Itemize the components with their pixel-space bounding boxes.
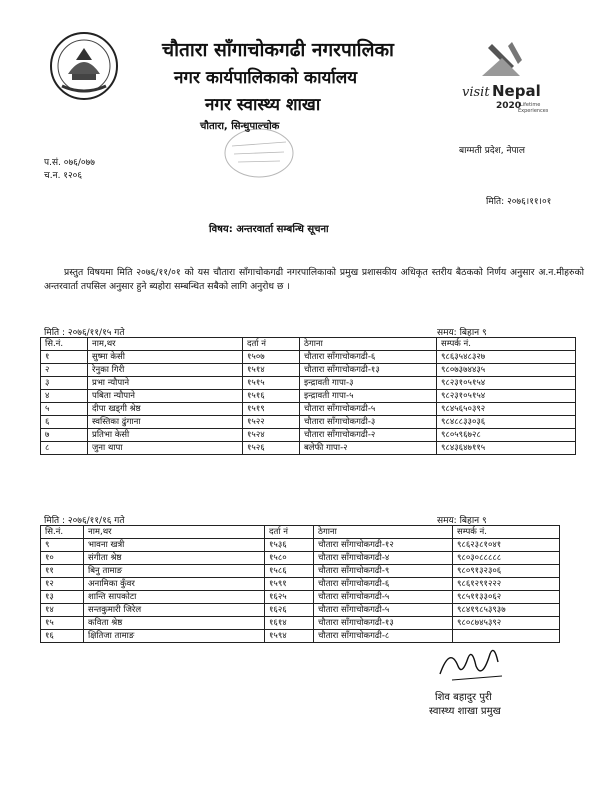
signatory-title: स्वास्थ्य शाखा प्रमुख	[429, 706, 501, 717]
cell-contact: ९८४१९८५३९३७	[453, 604, 560, 617]
cell-contact: ९८६२३८१०४१	[453, 539, 560, 552]
pa-san-number: प.सं. ०७६/०७७	[44, 158, 95, 168]
col-name: नाम,थर	[84, 526, 265, 539]
body-paragraph: प्रस्तुत विषयमा मिति २०७६/११/०१ को यस चौतारा साँगाचोकगढी नगरपालिकाको प्रमुख प्रशासकीय अधिकृत स्तरीय बैठकको निर्णय अनुसार अ.न.मीहरुको अन्तरवार्ता तपसिल अनुसार हुने ब्यहोरा सम्बन्धित सबैको लागि अनुरोध छ ।	[44, 267, 584, 292]
cell-sn: १४	[41, 604, 84, 617]
cell-name: कविता श्रेष्ठ	[84, 617, 265, 630]
cha-na-number: च.न. १२०६	[44, 171, 83, 181]
cell-sn: ३	[41, 377, 88, 390]
cell-reg: १५३६	[265, 539, 314, 552]
cell-address: चौतारा साँगाचोकगढी-४	[314, 552, 453, 565]
cell-sn: ५	[41, 403, 88, 416]
svg-text:Nepal: Nepal	[492, 82, 541, 100]
table-row	[41, 604, 560, 617]
office-name: नगर कार्यपालिकाको कार्यालय	[174, 68, 358, 88]
cell-address: चौतारा साँगाचोकगढी-३	[300, 416, 437, 429]
cell-address: बलेफी गापा-२	[300, 442, 437, 455]
cell-contact: ९८२३१०५१५४	[437, 390, 576, 403]
cell-address: चौतारा साँगाचोकगढी-५	[314, 604, 453, 617]
cell-sn: १०	[41, 552, 84, 565]
nepal-emblem-logo	[48, 30, 120, 102]
table-row	[41, 416, 576, 429]
cell-sn: ९	[41, 539, 84, 552]
table-header-row	[41, 526, 560, 539]
cell-contact: ९८४८८३३०३६	[437, 416, 576, 429]
cell-name: अनामिका कुँवर	[84, 578, 265, 591]
cell-name: सुष्मा केसी	[88, 351, 243, 364]
cell-address: चौतारा साँगाचोकगढी-२	[300, 429, 437, 442]
table-row	[41, 591, 560, 604]
cell-reg: १५८६	[265, 565, 314, 578]
cell-reg: १५१६	[243, 390, 300, 403]
interview-table-1	[40, 337, 576, 455]
cell-reg: १५०७	[243, 351, 300, 364]
cell-address: चौतारा साँगाचोकगढी-१३	[300, 364, 437, 377]
cell-name: पबिता न्यौपाने	[88, 390, 243, 403]
cell-contact: ९८०७३७४४३५	[437, 364, 576, 377]
cell-sn: १	[41, 351, 88, 364]
letter-date: मिति: २०७६।११।०१	[486, 197, 552, 207]
cell-reg: १५१५	[243, 377, 300, 390]
cell-sn: १२	[41, 578, 84, 591]
table1-date: मिति : २०७६/११/१५ गते	[44, 328, 125, 338]
cell-reg: १५२२	[243, 416, 300, 429]
subject-line: विषय: अन्तरवार्ता सम्बन्धि सूचना	[209, 224, 329, 235]
table1-time: समय: बिहान ९	[437, 328, 487, 338]
table-row	[41, 403, 576, 416]
cell-contact: ९८०३०८८८८८	[453, 552, 560, 565]
cell-sn: ४	[41, 390, 88, 403]
cell-reg: १५१४	[243, 364, 300, 377]
svg-text:2020: 2020	[496, 101, 522, 111]
cell-contact: ९८२३१०५१५४	[437, 377, 576, 390]
table-row	[41, 617, 560, 630]
cell-reg: १६२६	[265, 604, 314, 617]
cell-contact: ९८०८७४५३९२	[453, 617, 560, 630]
cell-sn: ८	[41, 442, 88, 455]
cell-name: संगीता श्रेष्ठ	[84, 552, 265, 565]
cell-reg: १६१४	[265, 617, 314, 630]
visit-nepal-2020-logo	[462, 36, 548, 114]
cell-reg: १५९१	[265, 578, 314, 591]
col-address: ठेगाना	[314, 526, 453, 539]
table-row	[41, 565, 560, 578]
cell-sn: २	[41, 364, 88, 377]
cell-contact: ९८५११३३०६२	[453, 591, 560, 604]
table-row	[41, 351, 576, 364]
section-name: नगर स्वास्थ्य शाखा	[205, 95, 321, 115]
col-sn: सि.नं.	[41, 526, 84, 539]
cell-address: इन्द्रावती गापा-३	[300, 377, 437, 390]
cell-name: भावना खत्री	[84, 539, 265, 552]
cell-sn: १५	[41, 617, 84, 630]
cell-address: चौतारा साँगाचोकगढी-१३	[314, 617, 453, 630]
cell-sn: ७	[41, 429, 88, 442]
cell-contact: ९८४५६५०३९२	[437, 403, 576, 416]
cell-name: प्रभा न्यौपाने	[88, 377, 243, 390]
cell-sn: १३	[41, 591, 84, 604]
cell-address: इन्द्रावती गापा-५	[300, 390, 437, 403]
table-row	[41, 442, 576, 455]
col-address: ठेगाना	[300, 338, 437, 351]
cell-name: प्रतिभा केसी	[88, 429, 243, 442]
cell-contact: ९८०९१३२३०६	[453, 565, 560, 578]
cell-contact: ९८४३६४७११५	[437, 442, 576, 455]
signature-mark	[432, 636, 512, 686]
cell-address: चौतारा साँगाचोकगढी-६	[314, 578, 453, 591]
cell-reg: १५९४	[265, 630, 314, 643]
svg-text:visit: visit	[462, 85, 490, 100]
cell-reg: १६२५	[265, 591, 314, 604]
cell-name: शान्ति सापकोटा	[84, 591, 265, 604]
col-contact: सम्पर्क नं.	[453, 526, 560, 539]
table2-date: मिति : २०७६/११/१६ गते	[44, 516, 125, 526]
cell-reg: १५१९	[243, 403, 300, 416]
table-row	[41, 429, 576, 442]
cell-name: बिनु तामाङ	[84, 565, 265, 578]
table-header-row	[41, 338, 576, 351]
col-contact: सम्पर्क नं.	[437, 338, 576, 351]
cell-sn: १६	[41, 630, 84, 643]
cell-address: चौतारा साँगाचोकगढी-५	[314, 591, 453, 604]
cell-reg: १५२६	[243, 442, 300, 455]
col-reg: दर्ता नं	[243, 338, 300, 351]
cell-name: जुना थापा	[88, 442, 243, 455]
table-row	[41, 364, 576, 377]
svg-text:Lifetime: Lifetime	[520, 102, 541, 108]
office-address: चौतारा, सिन्धुपाल्चोक	[200, 121, 280, 132]
municipality-name: चौतारा साँगाचोकगढी नगरपालिका	[162, 39, 394, 61]
cell-address: चौतारा साँगाचोकगढी-६	[300, 351, 437, 364]
office-stamp	[222, 126, 296, 180]
cell-address: चौतारा साँगाचोकगढी-५	[300, 403, 437, 416]
table2-time: समय: बिहान ९	[437, 516, 487, 526]
cell-name: रेनुका गिरी	[88, 364, 243, 377]
cell-name: स्वस्तिका ढुंगाना	[88, 416, 243, 429]
signatory-name: शिव बहादुर पुरी	[435, 692, 492, 703]
table-row	[41, 390, 576, 403]
cell-address: चौतारा साँगाचोकगढी-१२	[314, 539, 453, 552]
table-row	[41, 578, 560, 591]
cell-name: क्षितिजा तामाङ	[84, 630, 265, 643]
table-row	[41, 377, 576, 390]
cell-address: चौतारा साँगाचोकगढी-९	[314, 565, 453, 578]
cell-sn: ११	[41, 565, 84, 578]
cell-reg: १५२४	[243, 429, 300, 442]
table-row	[41, 539, 560, 552]
cell-contact: ९८६१२९१२२२	[453, 578, 560, 591]
table-row	[41, 552, 560, 565]
col-name: नाम,थर	[88, 338, 243, 351]
province-text: बाग्मती प्रदेश, नेपाल	[459, 146, 525, 156]
cell-contact: ९८६३५४८३२७	[437, 351, 576, 364]
cell-reg: १५८०	[265, 552, 314, 565]
cell-address: चौतारा साँगाचोकगढी-८	[314, 630, 453, 643]
interview-table-2	[40, 525, 560, 643]
cell-sn: ६	[41, 416, 88, 429]
svg-text:Experiences: Experiences	[518, 108, 548, 114]
cell-contact: ९८०५९६७२८	[437, 429, 576, 442]
col-reg: दर्ता नं	[265, 526, 314, 539]
cell-name: दीपा खड्गी श्रेष्ठ	[88, 403, 243, 416]
col-sn: सि.नं.	[41, 338, 88, 351]
cell-name: सन्तकुमारी जिरेल	[84, 604, 265, 617]
